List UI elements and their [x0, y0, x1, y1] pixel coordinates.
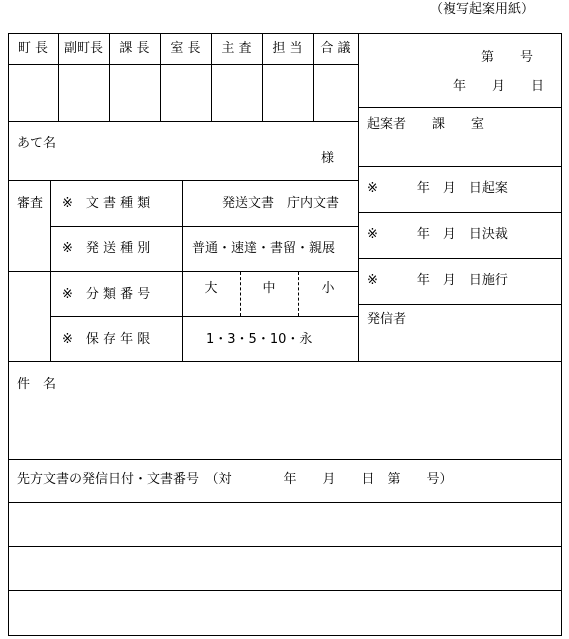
right-panel-line	[358, 107, 561, 108]
approver-header-divider	[8, 64, 358, 65]
send-type-value: 普通・速達・書留・親展	[192, 241, 336, 256]
retention-value: 1・3・5・10・永	[206, 332, 313, 347]
class-middle: 中	[262, 281, 276, 296]
frame-bottom	[8, 635, 562, 636]
reference-label: 先方文書の発信日付・文書番号 （対 年 月 日 第 号）	[17, 472, 453, 487]
decision-date: ※ 年 月 日決裁	[367, 227, 508, 242]
right-panel-line	[358, 166, 561, 167]
addressee-label: あて名	[17, 136, 57, 151]
addressee-honorific: 様	[321, 151, 335, 166]
approver-label-deputy-mayor: 副町長	[63, 41, 103, 56]
right-panel-line	[358, 212, 561, 213]
number-label: 第 号	[481, 50, 534, 65]
approver-bottom	[8, 121, 358, 122]
sender-label: 発信者	[367, 312, 407, 327]
class-minor: 小	[321, 281, 335, 296]
right-panel-line	[358, 304, 561, 305]
drafter-label: 起案者 課 室	[367, 117, 485, 132]
send-type-label: ※ 発 送 種 別	[62, 241, 151, 256]
date-label: 年 月 日	[453, 79, 545, 94]
blank-row-line	[8, 546, 562, 547]
review-bottom	[8, 361, 562, 362]
review-row-line	[50, 226, 358, 227]
class-label: ※ 分 類 番 号	[62, 287, 151, 302]
review-row-line	[50, 316, 358, 317]
doc-type-label: ※ 文 書 種 類	[62, 196, 151, 211]
approver-label-office-chief: 室 長	[170, 41, 201, 56]
frame-top	[8, 33, 562, 34]
addressee-bottom	[8, 180, 358, 181]
approver-label-section-chief: 課 長	[119, 41, 150, 56]
enforce-date: ※ 年 月 日施行	[367, 273, 508, 288]
right-panel-line	[358, 258, 561, 259]
right-panel-divider	[358, 33, 359, 361]
retention-label: ※ 保 存 年 限	[62, 332, 151, 347]
blank-row-line	[8, 590, 562, 591]
reference-bottom	[8, 502, 562, 503]
approver-label-chief-inspector: 主 査	[221, 41, 252, 56]
review-label: 審査	[17, 196, 44, 211]
draft-date: ※ 年 月 日起案	[367, 181, 508, 196]
subject-bottom	[8, 459, 562, 460]
doc-type-value: 発送文書 庁内文書	[222, 196, 340, 211]
approver-label-person-in-charge: 担 当	[272, 41, 303, 56]
class-major: 大	[204, 281, 218, 296]
subject-label: 件 名	[17, 377, 57, 392]
approver-label-consultation: 合 議	[320, 41, 351, 56]
approver-label-mayor: 町 長	[17, 41, 49, 56]
form-caption: （複写起案用紙）	[430, 2, 535, 17]
review-row-line	[8, 271, 358, 272]
